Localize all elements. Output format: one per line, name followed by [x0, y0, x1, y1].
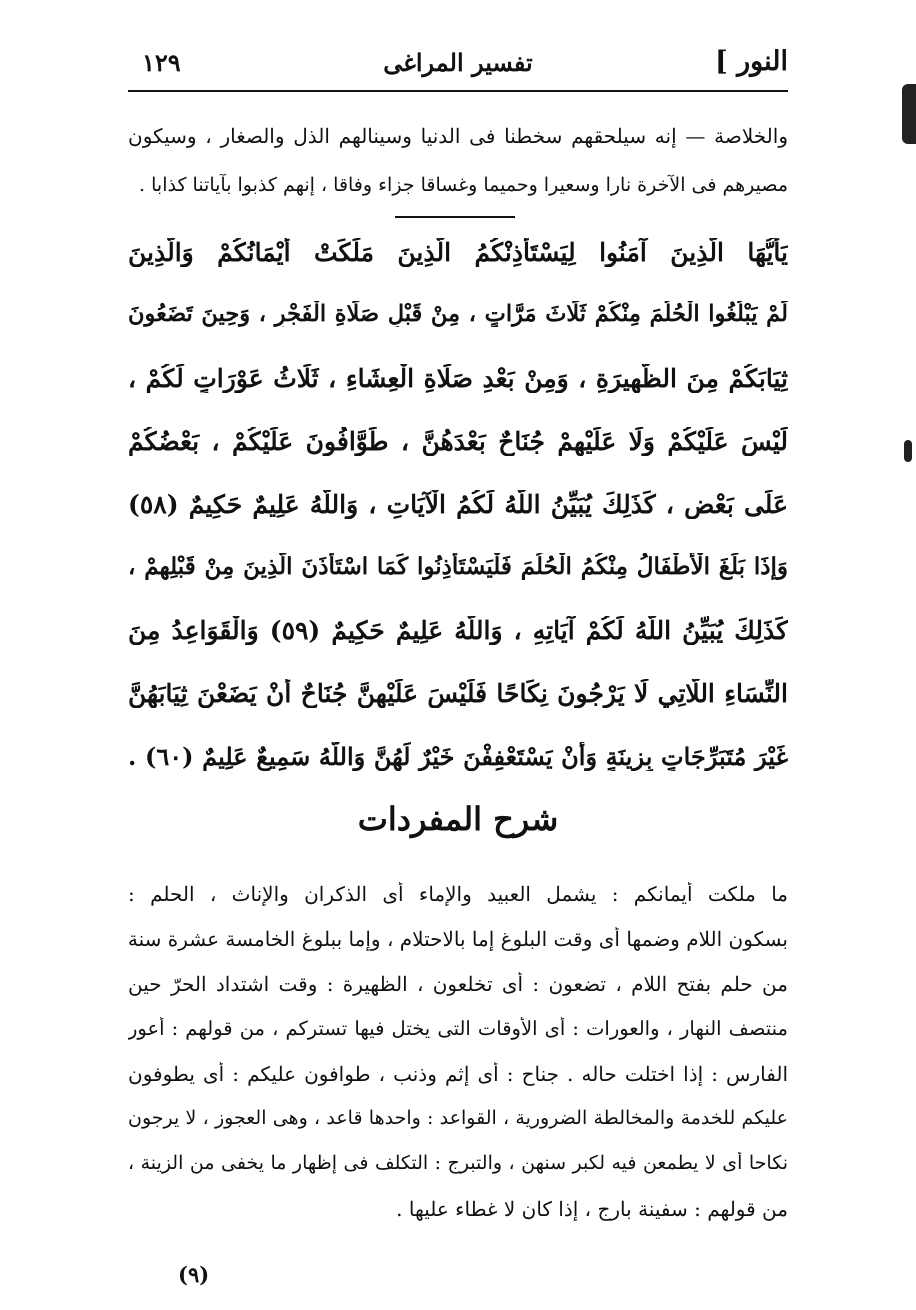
verse-line: عَلَى بَعْضٍ ، كَذَلِكَ يُبَيِّنُ اللَّهُ لَكُمُ الْآيَاتِ ، وَاللَّهُ عَلِيمٌ حَكِيمٌ (٥٨): [128, 490, 788, 519]
page-number: ١٢٩: [142, 48, 181, 77]
chapter-name: النور ]: [714, 46, 788, 77]
verse-line: النِّسَاءِ اللَّاتِي لَا يَرْجُونَ نِكَاحًا فَلَيْسَ عَلَيْهِنَّ جُنَاحٌ أَنْ يَضَعْنَ ثِيَابَهُنَّ: [128, 679, 788, 708]
vocab-line: من قولهم : سفينة بارج ، إذا كان لا غطاء عليها .: [396, 1197, 788, 1221]
book-title: تفسير المراغى: [383, 48, 533, 77]
verse-line: غَيْرَ مُتَبَرِّجَاتٍ بِزِينَةٍ وَأَنْ يَسْتَعْفِفْنَ خَيْرٌ لَهُنَّ وَاللَّهُ سَمِيعٌ عَلِيمٌ (٦٠) .: [128, 742, 788, 771]
vocab-line: ما ملكت أيمانكم : يشمل العبيد والإماء أى الذكران والإناث ، الحلم :: [128, 882, 788, 906]
verse-line: لَيْسَ عَلَيْكُمْ وَلَا عَلَيْهِمْ جُنَاحٌ بَعْدَهُنَّ ، طَوَّافُونَ عَلَيْكُمْ ، بَعْضُكُمْ: [128, 427, 788, 456]
page-edge-mark: [902, 84, 916, 144]
verse-line: يَأَيُّهَا الَّذِينَ آمَنُوا لِيَسْتَأْذِنْكُمُ الَّذِينَ مَلَكَتْ أَيْمَانُكُمْ وَالَّذِينَ: [128, 238, 788, 267]
vocab-line: عليكم للخدمة والمخالطة الضرورية ، القواعد : واحدها قاعد ، وهى العجوز ، لا يرجون: [128, 1107, 788, 1129]
vocab-line: الفارس : إذا اختلت حاله . جناح : أى إثم وذنب ، طوافون عليكم : أى يطوفون: [128, 1062, 788, 1086]
verse-line: ثِيَابَكُمْ مِنَ الظَّهِيرَةِ ، وَمِنْ بَعْدِ صَلَاةِ الْعِشَاءِ ، ثَلَاثُ عَوْرَاتٍ لَكُمْ ،: [128, 364, 788, 393]
section-divider: [395, 216, 515, 218]
vocab-line: من حلم بفتح اللام ، تضعون : أى تخلعون ، الظهيرة : وقت اشتداد الحرّ حين: [128, 972, 788, 996]
verse-line: وَإِذَا بَلَغَ الْأَطْفَالُ مِنْكُمُ الْحُلُمَ فَلْيَسْتَأْذِنُوا كَمَا اسْتَأْذَنَ الَّذِينَ مِنْ قَبْلِهِمْ ،: [128, 553, 788, 580]
signature-mark: (٩): [178, 1262, 210, 1287]
summary-line: والخلاصة — إنه سيلحقهم سخطنا فى الدنيا وسينالهم الذل والصغار ، وسيكون: [128, 124, 788, 148]
vocab-line: نكاحا أى لا يطمعن فيه لكبر سنهن ، والتبرج : التكلف فى إظهار ما يخفى من الزينة ،: [128, 1152, 788, 1174]
vocab-line: بسكون اللام وضمها أى وقت البلوغ إما بالاحتلام ، وإما ببلوغ الخامسة عشرة سنة: [128, 927, 788, 951]
verse-line: لَمْ يَبْلُغُوا الْحُلُمَ مِنْكُمْ ثَلَاثَ مَرَّاتٍ ، مِنْ قَبْلِ صَلَاةِ الْفَجْرِ ، وَحِينَ تَضَعُونَ: [128, 301, 788, 327]
page-edge-dot: [904, 440, 912, 462]
verse-line: كَذَلِكَ يُبَيِّنُ اللَّهُ لَكُمْ آيَاتِهِ ، وَاللَّهُ عَلِيمٌ حَكِيمٌ (٥٩) وَالْقَوَاعِدُ مِنَ: [128, 616, 788, 645]
vocab-line: منتصف النهار ، والعورات : أى الأوقات التى يختل فيها تستركم ، من قولهم : أعور: [128, 1017, 788, 1040]
section-title: شرح المفردات: [357, 800, 559, 838]
page-header: [128, 44, 788, 92]
summary-line: مصيرهم فى الآخرة نارا وسعيرا وحميما وغساقا جزاء وفاقا ، إنهم كذبوا بآياتنا كذابا .: [139, 174, 788, 196]
